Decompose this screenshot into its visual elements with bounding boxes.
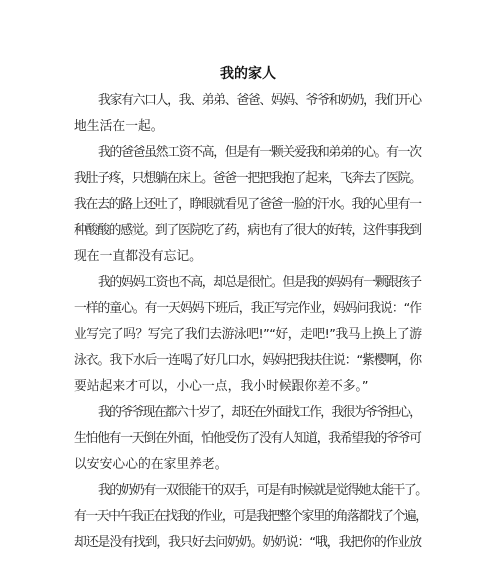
text-line: 我在去的路上还吐了，睁眼就看见了爸爸一脸的汗水。我的心里有一	[74, 197, 421, 212]
text-line: 却还是没有找到，我只好去问奶奶。奶奶说：“哦，我把你的作业放	[74, 535, 421, 550]
text-line: 我的爸爸虽然工资不高，但是有一颗关爱我和弟弟的心。有一次	[98, 145, 421, 160]
text-line: 一样的童心。有一天妈妈下班后，我正写完作业，妈妈问我说：“作	[74, 301, 421, 316]
text-line: 我家有六口人，我、弟弟、爸爸、妈妈、爷爷和奶奶，我们开心	[98, 93, 421, 108]
text-line: 业写完了吗？写完了我们去游泳吧!”“好，走吧!”我马上换上了游	[74, 327, 422, 342]
text-line: 要站起来才可以，小心一点，我小时候跟你差不多。”	[74, 379, 369, 394]
text-line: 以安安心心的在家里养老。	[74, 457, 228, 472]
text-line: 有一天中午我正在找我的作业，可是我把整个家里的角落都找了个遍，	[74, 509, 427, 524]
text-line: 我肚子疼，只想躺在床上。爸爸一把把我抱了起来，飞奔去了医院。	[74, 171, 421, 186]
document-title: 我的家人	[220, 66, 276, 82]
text-line: 我的奶奶有一双很能干的双手，可是有时候就是觉得她太能干了。	[98, 483, 427, 498]
text-line: 现在一直都没有忘记。	[74, 249, 202, 264]
text-line: 泳衣。我下水后一连喝了好几口水，妈妈把我扶住说：“紫樱啊，你	[74, 353, 421, 368]
text-line: 我的妈妈工资也不高，却总是很忙。但是我的妈妈有一颗跟孩子	[98, 275, 421, 290]
text-line: 我的爷爷现在都六十岁了，却还在外面找工作，我很为爷爷担心，	[98, 405, 421, 420]
text-line: 生怕他有一天倒在外面，怕他受伤了没有人知道，我希望我的爷爷可	[74, 431, 421, 446]
text-line: 地生活在一起。	[74, 119, 164, 134]
text-line: 种酸酸的感觉。到了医院吃了药，病也有了很大的好转，这件事我到	[74, 223, 421, 238]
